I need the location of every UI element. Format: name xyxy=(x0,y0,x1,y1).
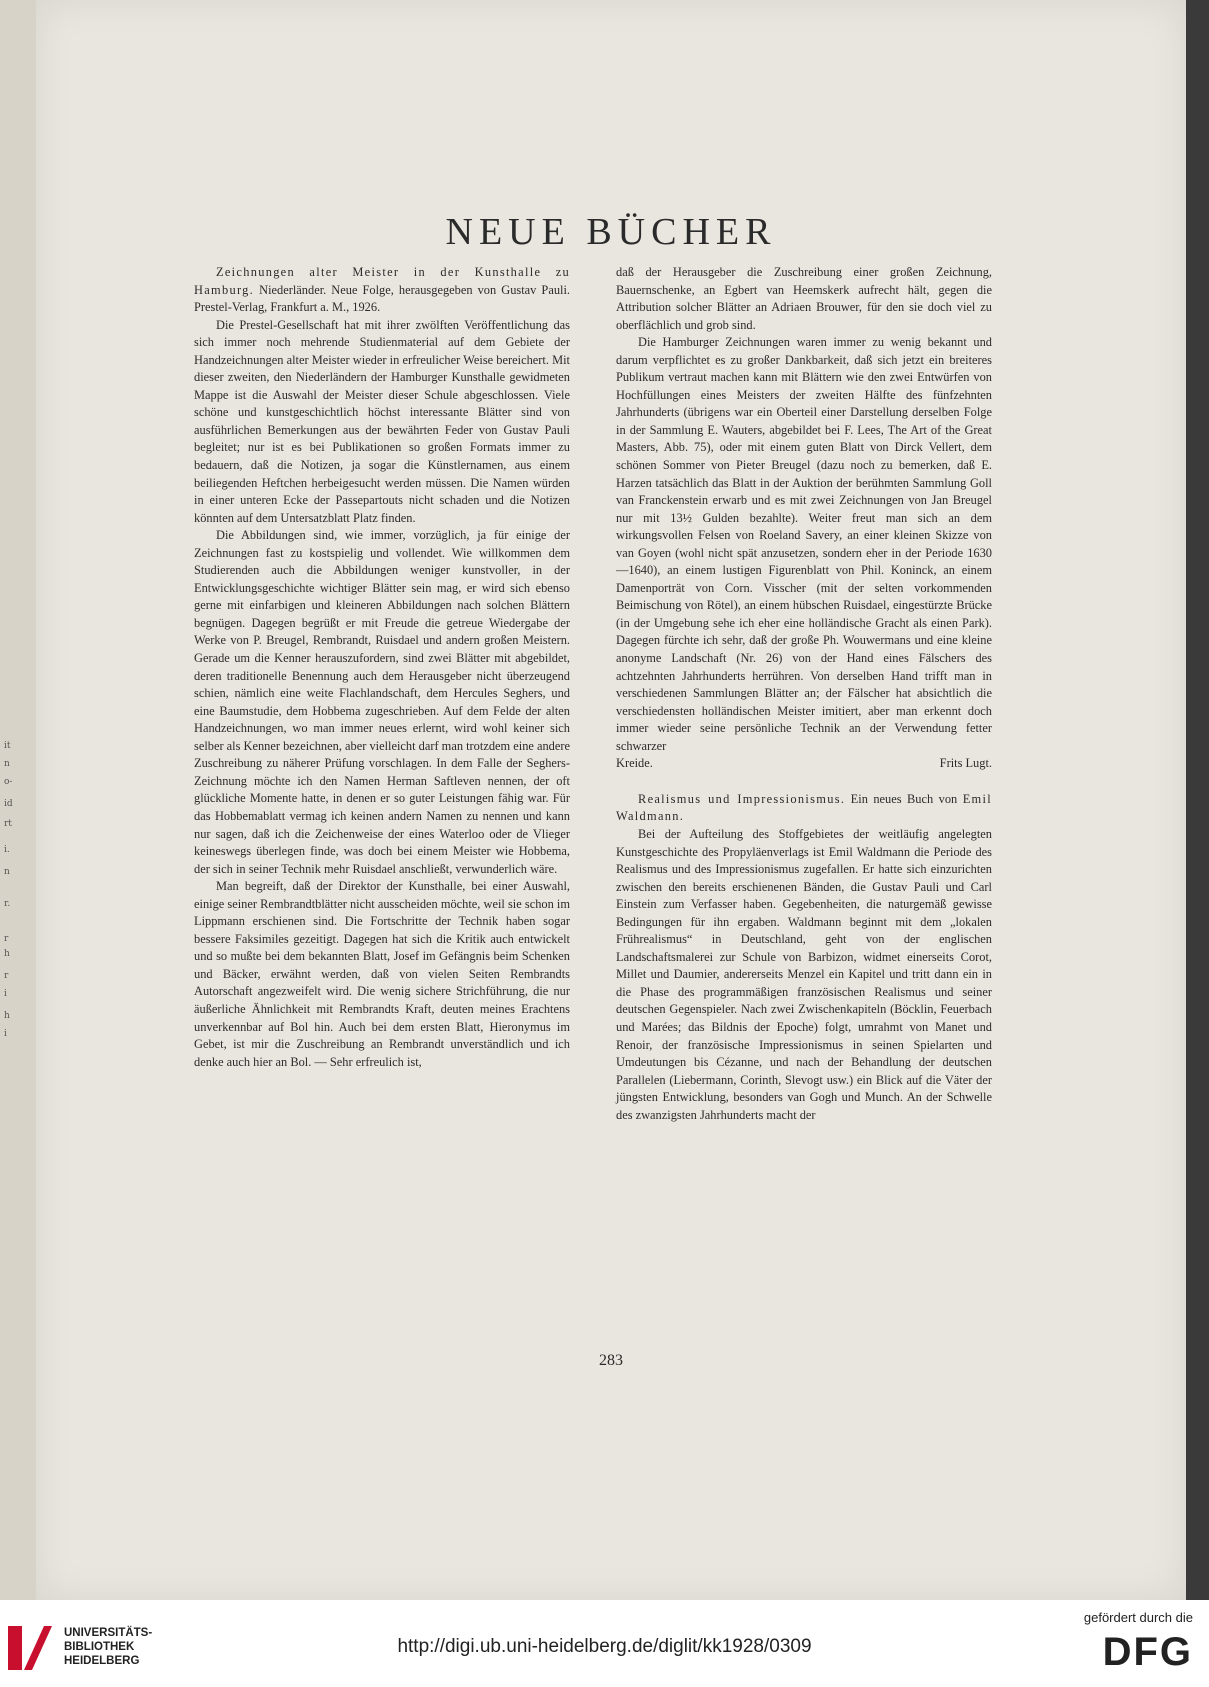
review-details: Ein neues Buch von xyxy=(845,791,963,806)
dfg-logo: DFG xyxy=(1102,1630,1193,1674)
paragraph: Die Hamburger Zeichnungen waren immer zu wenig bekannt und darum verpflichtet es zu großer Dankbarkeit, daß sich jetzt ein breiteres Publikum vertraut machen kann mit Blättern wie den zwei Entwürfen von Hochfüllungen eines Meisters der zweiten Hälfte des fünfzehnten Jahrhunderts (übrigens war ein Oberteil einer Darstellung derselben Folge in der Sammlung E. Wauters, abgebildet bei F. Lees, The Art of the Great Masters, Abb. 75), oder mit einem guten Blatt von Dirck Vellert, dem schönen Sommer von Pieter Breugel (dazu noch zu bemerken, daß E. Harzen tatsächlich das Blatt in der Auktion der berühmten Sammlung Goll van Franckenstein erwarb und es mit zwei Zeichnungen von Jan Breugel nur mit 13½ Gulden bezahlte). Weiter freut man sich an dem wirkungsvollen Felsen von Roeland Savery, an einer kleinen Skizze von van Goyen (wohl nicht spät anzusetzen, sondern eher in der Periode 1630—1640), an einem lustigen Figurenblatt von Phil. Koninck, an einem Damenporträt von Corn. Visscher (mit der selten vorkommenden Beimischung von Rötel), an einem hübschen Ruisdael, eingestürzte Brücke (in der Umgebung sehe ich eher eine holländische Gracht als einen Park). Dagegen fürchte ich sehr, daß der große Ph. Wouwermans und eine kleine anonyme Landschaft (Nr. 26) von der Hand eines Fälschers des achtzehnten Jahrhunderts herrühren. Von derselben Hand trifft man in verschiedenen Sammlungen Blätter an; der Fälscher hat absichtlich die verschiedensten holländischen Meister imitiert, aber man erkennt doch immer wieder seine persönliche Technik an der Verwendung fetter schwarzer xyxy=(616,335,992,753)
adjacent-page-text-fragment: r xyxy=(4,971,9,981)
review-title: Zeichnungen alter Meister in der Kunsthalle zu Hamburg. xyxy=(194,265,570,297)
library-name: UNIVERSITÄTS- BIBLIOTHEK HEIDELBERG xyxy=(64,1627,153,1667)
adjacent-page-text-fragment: rt xyxy=(4,819,12,829)
review-details: Niederländer. Neue Folge, herausgegeben von Gustav Pauli. Prestel-Verlag, Frankfurt a. M., 1926. xyxy=(194,282,570,315)
signature-line xyxy=(616,755,992,773)
adjacent-page-strip xyxy=(0,0,37,1600)
left-column xyxy=(194,264,570,1071)
review-heading xyxy=(616,791,992,826)
page-title: NEUE BÜCHER xyxy=(445,211,777,253)
page-number: 283 xyxy=(599,1352,623,1369)
adjacent-page-text-fragment: id xyxy=(4,799,13,809)
adjacent-page-text-fragment: n xyxy=(4,867,10,877)
adjacent-page-text-fragment: i. xyxy=(4,845,10,855)
scanned-page xyxy=(36,0,1186,1600)
paragraph: Man begreift, daß der Direktor der Kunsthalle, bei einer Auswahl, einige seiner Rembrandtblätter nicht ausscheiden möchte, weil sie schon im Lippmann erschienen sind. Die Fortschritte der Technik haben sogar bessere Faksimiles gezeitigt. Dagegen hat sich die Kritik auch entwickelt und so mußte bei dem bekannten Blatt, Josef im Gefängnis beim Schenken und Bäcker, erwähnt werden, daß von vielen Seiten Rembrandts Autorschaft angezweifelt wird. Die wenig sichere Strichführung, die nur äußerliche Ähnlichkeit mit Rembrandts Kraft, deuten meines Erachtens unverkennbar auf Bol hin. Auch bei dem ersten Blatt, Hieronymus im Gebet, ist mir die Zuschreibung an Rembrandt unverständlich und ich denke auch hier an Bol. — Sehr erfreulich ist, xyxy=(194,879,570,1069)
adjacent-page-text-fragment: i xyxy=(4,1029,7,1039)
paragraph: Bei der Aufteilung des Stoffgebietes der weitläufig angelegten Kunstgeschichte des Propyläenverlags ist Emil Waldmann die Periode des Realismus und des Impressionismus zugefallen. Er hatte sich einzurichten zwischen den bereits erschienenen Bänden, die Gustav Pauli und Carl Einstein zum Verfasser haben. Gegebenheiten, die naturgemäß gewisse Bedingungen für ihn ergaben. Waldmann beginnt mit dem „lokalen Frührealismus“ in Deutschland, geht von der englischen Landschaftsmalerei zur Schule von Barbizon, widmet einerseits Corot, Millet und Daumier, andererseits Menzel ein Kapitel und tritt dann ein in die Phase des programmäßigen französischen Realismus und seiner deutschen Gegenspieler. Nach zwei Zwischenkapiteln (Böcklin, Feuerbach und Marées; das Bildnis der Epoche) folgt, umrahmt von Manet und Renoir, der französische Impressionismus in seinen Spielarten und Umdeutungen bis Cézanne, und nach der Behandlung der deutschen Parallelen (Liebermann, Corinth, Slevogt usw.) ein Blick auf die Väter der jüngsten Entwicklung, besonders van Gogh und Munch. An der Schwelle des zwanzigsten Jahrhunderts macht der xyxy=(616,826,992,1122)
section-gap xyxy=(616,773,992,791)
adjacent-page-text-fragment: o- xyxy=(4,777,13,787)
adjacent-page-text-fragment: n xyxy=(4,759,10,769)
signature-last-word: Kreide. xyxy=(616,756,653,771)
continued-paragraph: daß der Herausgeber die Zuschreibung einer großen Zeichnung, Bauernschenke, an Egbert van Heemskerk aufrecht hält, gegen die Attribution solcher Blätter an Adriaen Brouwer, für den sie doch viel zu oberflächlich und grob sind. xyxy=(616,265,992,332)
adjacent-page-text-fragment: it xyxy=(4,741,11,751)
paragraph: Die Abbildungen sind, wie immer, vorzüglich, ja für einige der Zeichnungen fast zu kostspielig und vollendet. Wie willkommen dem Studierenden auch die Abbildungen weniger kunstvoller, in der Entwicklungsgeschichte wichtiger Blätter sein mag, er wird sich ebenso gerne mit einfarbigen und kleineren Abbildungen nach solchen Blättern begnügen. Dagegen begrüßt er mit Freude die getreue Wiedergabe der Werke von P. Breugel, Rembrandt, Ruisdael und andern großen Meistern. Gerade um die Kenner herauszufordern, sind zwei Blätter mit abgebildet, deren traditionelle Benennung auch dem Herausgeber nicht überzeugend schien, nämlich eine weite Flachlandschaft, dem Hercules Seghers, und eine Baumstudie, dem Hobbema zugeschrieben. Auf dem Felde der alten Handzeichnungen, wo man immer neues erlernt, wird wohl keiner sich selber als Kenner bezeichnen, aber vielleicht darf man trotzdem eine andere Zuschreibung zu näherer Prüfung vorschlagen. In dem Falle der Seghers-Zeichnung möchte ich den Namen Herman Saftleven nennen, der oft glückliche Momente hatte, in denen er so guter Leistungen fähig war. Für das Hobbemablatt vermag ich keinen andern Namen zu nennen und kann nur sagen, daß ich die Zeichenweise der eines Waterloo oder de Vlieger keineswegs überlegen finde, was doch bei einem Meister wie Hobbema, der sich in seiner Technik mehr Ruisdael anschließt, verwunderlich wäre. xyxy=(194,528,571,876)
adjacent-page-text-fragment: h xyxy=(4,1011,10,1021)
adjacent-page-text-fragment: i xyxy=(4,989,7,999)
viewer-footer xyxy=(0,1600,1209,1687)
review-title: Realismus und Impressionismus. xyxy=(638,791,846,806)
adjacent-page-text-fragment: h xyxy=(4,949,10,959)
adjacent-page-text-fragment: r. xyxy=(4,899,11,909)
document-url[interactable]: http://digi.ub.uni-heidelberg.de/diglit/kk1928/0309 xyxy=(397,1636,812,1657)
author-signature: Frits Lugt. xyxy=(939,756,992,771)
review-author: Emil Waldmann. xyxy=(616,791,992,824)
review-heading xyxy=(194,264,570,317)
paragraph: Die Prestel-Gesellschaft hat mit ihrer zwölften Veröffentlichung das sich immer noch mehrende Studienmaterial auf dem Gebiete der Handzeichnungen alter Meister wieder in erfreulicher Weise bereichert. Mit dieser zweiten, den Niederländern der Hamburger Kunsthalle gewidmeten Mappe ist die Auswahl der Meister dieser Schule abgeschlossen. Viele schöne und kunstgeschichtlich höchst interessante Blätter sind von ausführlichen Bemerkungen aus der bewährten Feder von Gustav Pauli begleitet; nur ist es bei Publikationen so großen Formats immer zu bedauern, daß die Notizen, ja sogar die Künstlernamen, aus einem beiliegenden Heftchen herbeigesucht werden müssen. Die Namen würden in einer unteren Ecke der Passepartouts nicht schaden und die Notizen könnten auf dem Untersatzblatt Platz finden. xyxy=(194,317,570,525)
right-column xyxy=(616,264,992,1124)
adjacent-page-text-fragment: r xyxy=(4,934,9,944)
funding-label: gefördert durch die xyxy=(1083,1610,1193,1625)
